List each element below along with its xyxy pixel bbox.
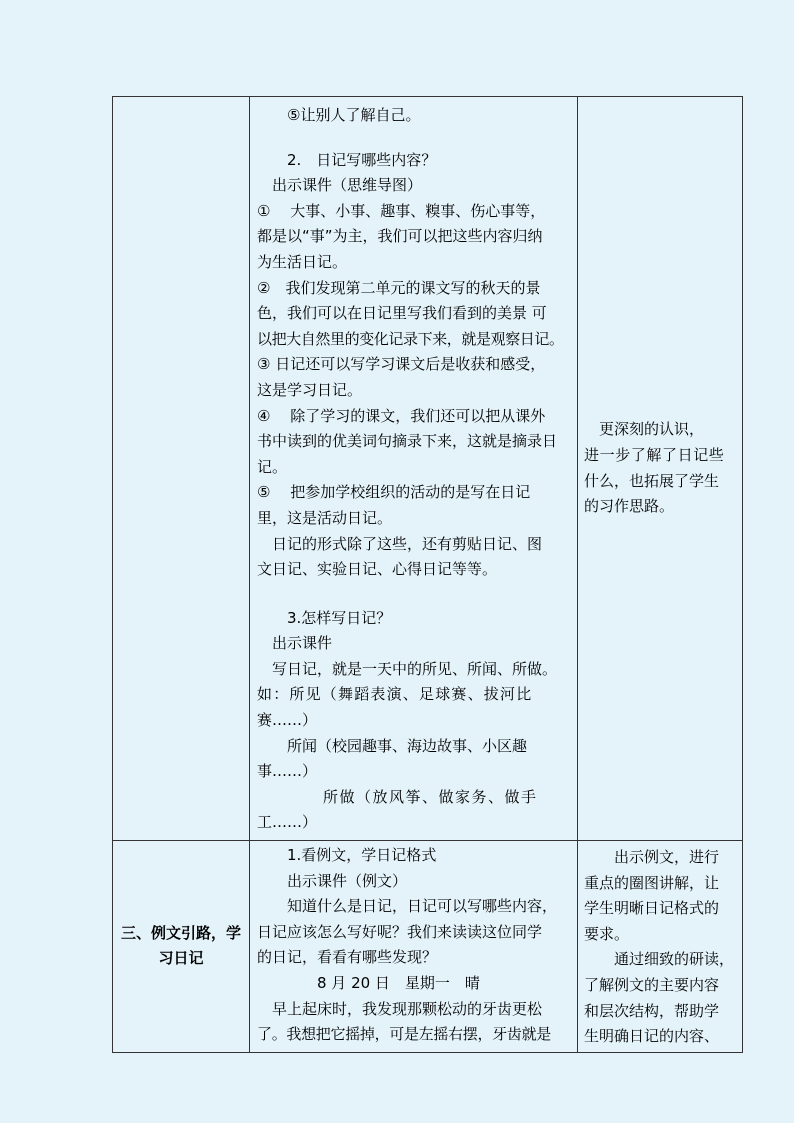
content-line: ② 我们发现第二单元的课文写的秋天的景 <box>257 278 541 297</box>
table-row <box>113 97 743 841</box>
design-intent-cell <box>578 841 743 1053</box>
content-line <box>257 583 571 606</box>
content-line: 所闻（校园趣事、海边故事、小区趣 <box>257 736 528 755</box>
content-line: 日记的形式除了这些，还有剪贴日记、图 <box>257 534 543 553</box>
content-line <box>257 129 571 148</box>
note-line: 出示例文，进行 <box>584 848 720 867</box>
content-line: 所做（放风筝、做家务、做手 <box>257 787 538 806</box>
content-line: 赛……） <box>257 711 318 730</box>
note-line: 更深刻的认识， <box>584 420 705 439</box>
content-line: 这是学习日记。 <box>257 380 363 399</box>
note-line: 了解例文的主要内容 <box>584 976 720 994</box>
content-line: 色，我们可以在日记里写我们看到的美景 可 <box>257 304 547 323</box>
teaching-content-cell <box>250 841 578 1053</box>
teaching-content-cell <box>250 97 578 841</box>
content-line: 为生活日记。 <box>257 252 348 271</box>
section-label-cell <box>113 97 250 841</box>
content-line: 以把大自然里的变化记录下来，就是观察日记。 <box>257 329 564 348</box>
content-line: 2. 日记写哪些内容？ <box>257 150 437 169</box>
content-line: ⑤让别人了解自己。 <box>257 106 421 124</box>
content-line: 书中读到的优美词句摘录下来，这就是摘录日 <box>257 432 558 451</box>
content-line: 1.看例文，学日记格式 <box>257 846 437 865</box>
note-line: 进一步了解了日记些 <box>584 445 725 464</box>
content-line: 如：所见（舞蹈表演、足球赛、拔河比 <box>257 685 533 704</box>
section-label-cell: 三、例文引路，学习日记 <box>113 841 250 1053</box>
note-line: 的习作思路。 <box>584 497 675 516</box>
content-line: 里，这是活动日记。 <box>257 508 393 527</box>
content-line: 事……） <box>257 762 318 781</box>
table-row <box>113 841 743 1053</box>
content-line: 了。我想把它摇掉，可是左摇右摆，牙齿就是 <box>257 1025 552 1044</box>
content-line: 写日记，就是一天中的所见、所闻、所做。 <box>257 659 558 678</box>
note-line: 通过细致的研读， <box>584 950 735 969</box>
note-line: 重点的圈图讲解，让 <box>584 873 720 892</box>
content-line: ③ 日记还可以写学习课文后是收获和感受， <box>257 355 546 374</box>
content-line: 出示课件（思维导图） <box>257 176 423 195</box>
content-line: 都是以“事”为主，我们可以把这些内容归纳 <box>257 227 543 246</box>
content-line: 的日记，看看有哪些发现？ <box>257 948 438 967</box>
content-line: 3.怎样写日记？ <box>257 608 392 627</box>
content-line: ④ 除了学习的课文，我们还可以把从课外 <box>257 406 546 425</box>
note-line: 什么，也拓展了学生 <box>584 471 720 490</box>
content-line: 文日记、实验日记、心得日记等等。 <box>257 560 498 579</box>
note-line: 和层次结构，帮助学 <box>584 1001 720 1020</box>
content-line: 日记应该怎么写好呢？我们来读读这位同学 <box>257 922 543 941</box>
note-line: 要求。 <box>584 924 630 943</box>
content-line: 8 月 20 日 星期一 晴 <box>257 974 480 992</box>
content-line: 记。 <box>257 457 288 476</box>
content-line: 早上起床时，我发现那颗松动的牙齿更松 <box>257 999 543 1018</box>
note-line: 学生明晰日记格式的 <box>584 899 720 918</box>
content-line: 出示课件（例文） <box>257 871 408 890</box>
content-line: ⑤ 把参加学校组织的活动的是写在日记 <box>257 483 531 502</box>
content-line: 出示课件 <box>257 634 333 653</box>
lesson-plan-table <box>112 96 743 1053</box>
content-line: ① 大事、小事、趣事、糗事、伤心事等， <box>257 201 546 220</box>
content-line: 工……） <box>257 813 318 832</box>
content-line: 知道什么是日记，日记可以写哪些内容， <box>257 897 558 916</box>
note-line: 生明确日记的内容、 <box>584 1027 720 1046</box>
design-intent-cell <box>578 97 743 841</box>
